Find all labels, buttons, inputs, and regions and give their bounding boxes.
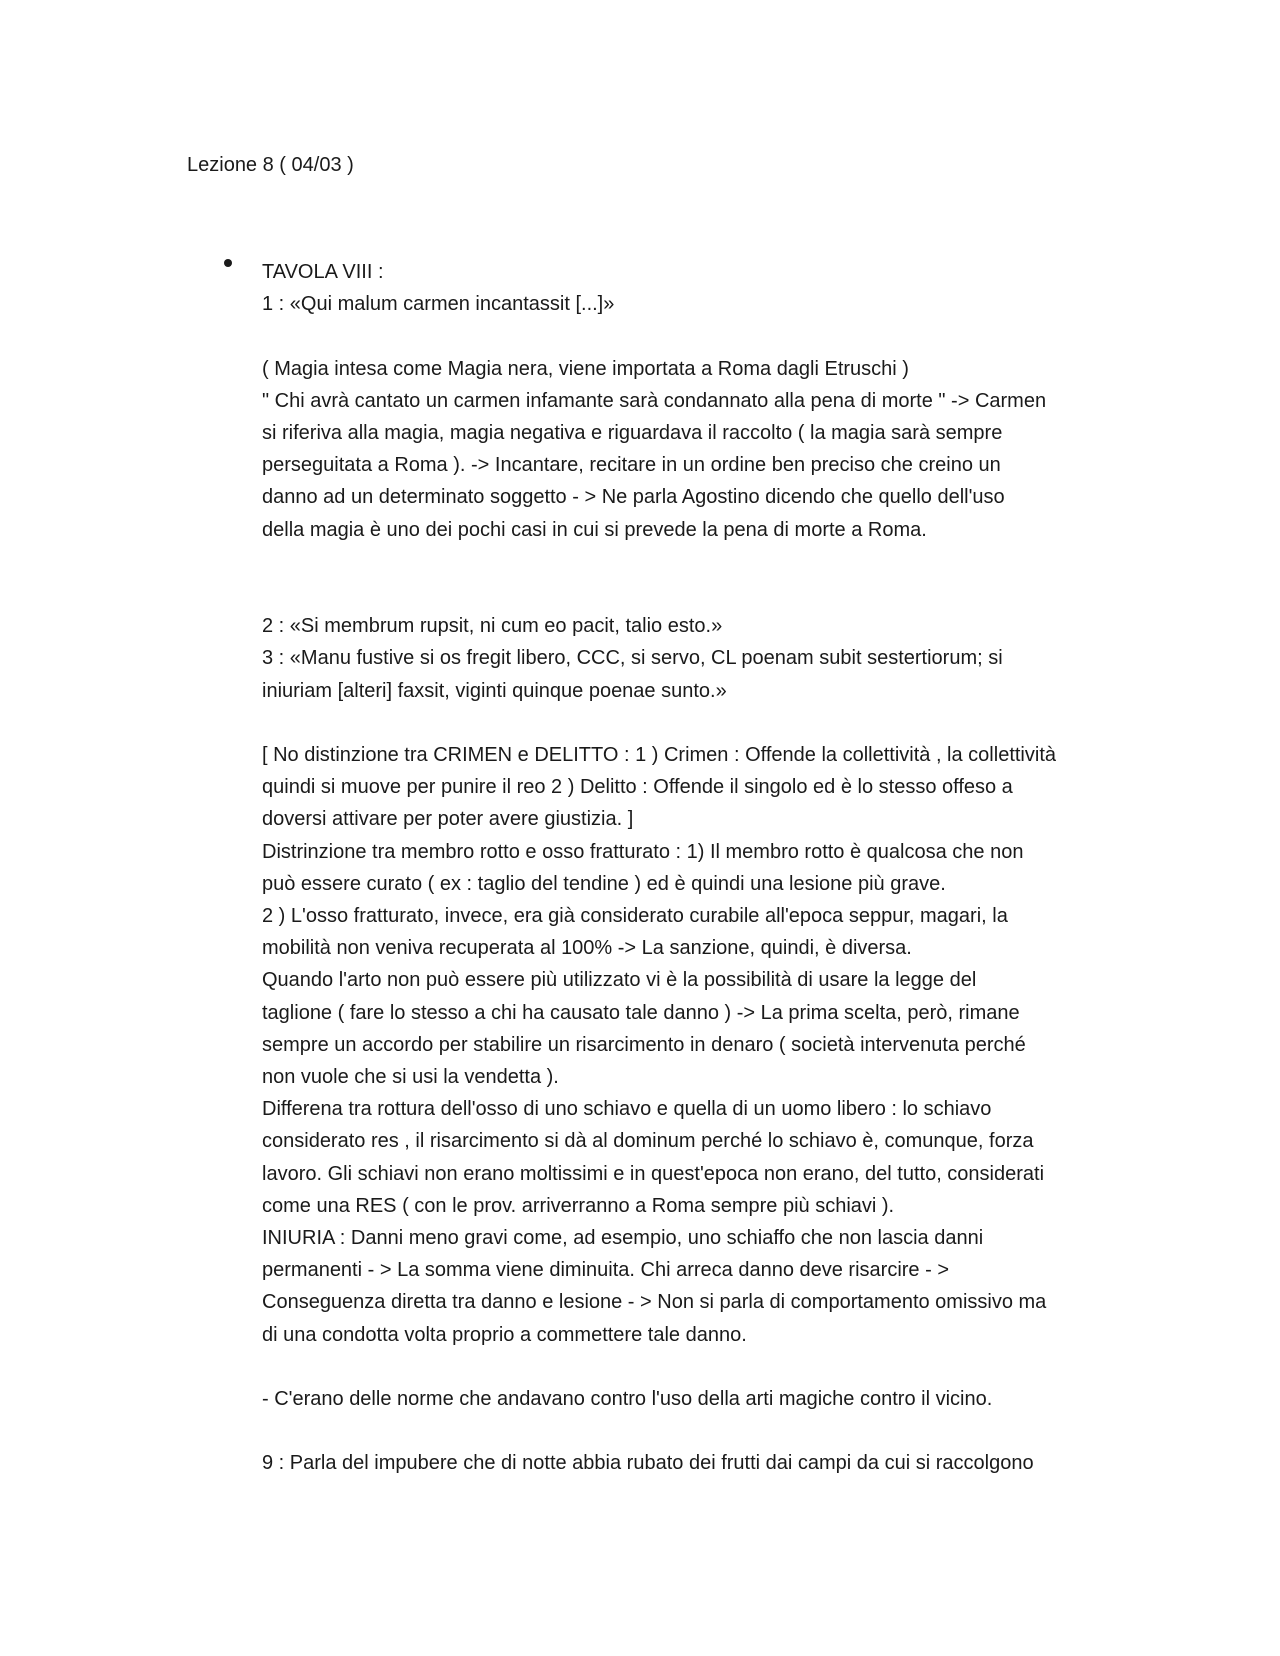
blank-line — [262, 578, 1092, 610]
text-line: taglione ( fare lo stesso a chi ha causato tale danno ) -> La prima scelta, però, rimane — [262, 1001, 1020, 1024]
text-line: permanenti - > La somma viene diminuita. Chi arreca danno deve risarcire - > — [262, 1259, 949, 1282]
text-line: della magia è uno dei pochi casi in cui si prevede la pena di morte a Roma. — [262, 518, 927, 541]
text-line: iniuriam [alteri] faxsit, viginti quinque poenae sunto.» — [262, 679, 727, 702]
text-line: danno ad un determinato soggetto - > Ne parla Agostino dicendo che quello dell'uso — [262, 486, 1005, 509]
text-line: sempre un accordo per stabilire un risarcimento in denaro ( società intervenuta perché — [262, 1033, 1026, 1056]
text-line: perseguitata a Roma ). -> Incantare, recitare in un ordine ben preciso che creino un — [262, 454, 1001, 477]
text-line: quindi si muove per punire il reo 2 ) Delitto : Offende il singolo ed è lo stesso offeso a — [262, 776, 1013, 799]
text-line: lavoro. Gli schiavi non erano moltissimi e in quest'epoca non erano, del tutto, considerati — [262, 1162, 1045, 1185]
text-line: - C'erano delle norme che andavano contro l'uso della arti magiche contro il vicino. — [262, 1388, 993, 1411]
text-line: non vuole che si usi la vendetta ). — [262, 1066, 559, 1089]
text-line: 2 : «Si membrum rupsit, ni cum eo pacit, talio esto.» — [262, 615, 723, 638]
text-line: TAVOLA VIII : — [262, 261, 384, 283]
text-line: Differena tra rottura dell'osso di uno schiavo e quella di un uomo libero : lo schiavo — [262, 1098, 992, 1121]
blank-line — [262, 1351, 1092, 1383]
text-line: doversi attivare per poter avere giustizia. ] — [262, 808, 634, 831]
text-line: ( Magia intesa come Magia nera, viene importata a Roma dagli Etruschi ) — [262, 357, 909, 380]
text-line: Quando l'arto non può essere più utilizzato vi è la possibilità di usare la legge del — [262, 969, 977, 992]
text-line: [ No distinzione tra CRIMEN e DELITTO : 1 ) Crimen : Offende la collettività , la collettività — [262, 743, 1056, 766]
text-line: 9 : Parla del impubere che di notte abbia rubato dei frutti dai campi da cui si raccolgono — [262, 1452, 1034, 1475]
blank-line — [262, 707, 1092, 739]
text-line: considerato res , il risarcimento si dà al dominum perché lo schiavo è, comunque, forza — [262, 1130, 1034, 1153]
text-line: si riferiva alla magia, magia negativa e riguardava il raccolto ( la magia sarà sempre — [262, 422, 1003, 444]
blank-line — [262, 546, 1092, 578]
text-line: 1 : «Qui malum carmen incantassit [...]» — [262, 293, 615, 316]
text-line: può essere curato ( ex : taglio del tendine ) ed è quindi una lesione più grave. — [262, 872, 946, 895]
text-line: Distrinzione tra membro rotto e osso fratturato : 1) Il membro rotto è qualcosa che non — [262, 840, 1024, 863]
bullet-icon — [224, 259, 232, 267]
lesson-title: Lezione 8 ( 04/03 ) — [187, 154, 354, 176]
text-line: INIURIA : Danni meno gravi come, ad esempio, uno schiaffo che non lascia danni — [262, 1227, 984, 1250]
blank-line — [262, 320, 1092, 352]
text-line: " Chi avrà cantato un carmen infamante sarà condannato alla pena di morte " -> Carmen — [262, 389, 1047, 412]
text-line: 2 ) L'osso fratturato, invece, era già considerato curabile all'epoca seppur, magari, la — [262, 905, 1008, 927]
bullet-content — [262, 256, 1092, 1480]
text-line: 3 : «Manu fustive si os fregit libero, CCC, si servo, CL poenam subit sestertiorum; si — [262, 647, 1003, 670]
text-line: mobilità non veniva recuperata al 100% -> La sanzione, quindi, è diversa. — [262, 937, 912, 960]
text-line: come una RES ( con le prov. arriverranno a Roma sempre più schiavi ). — [262, 1194, 895, 1217]
text-line: di una condotta volta proprio a commettere tale danno. — [262, 1323, 747, 1346]
text-line: Conseguenza diretta tra danno e lesione - > Non si parla di comportamento omissivo ma — [262, 1291, 1047, 1314]
blank-line — [262, 1415, 1092, 1447]
